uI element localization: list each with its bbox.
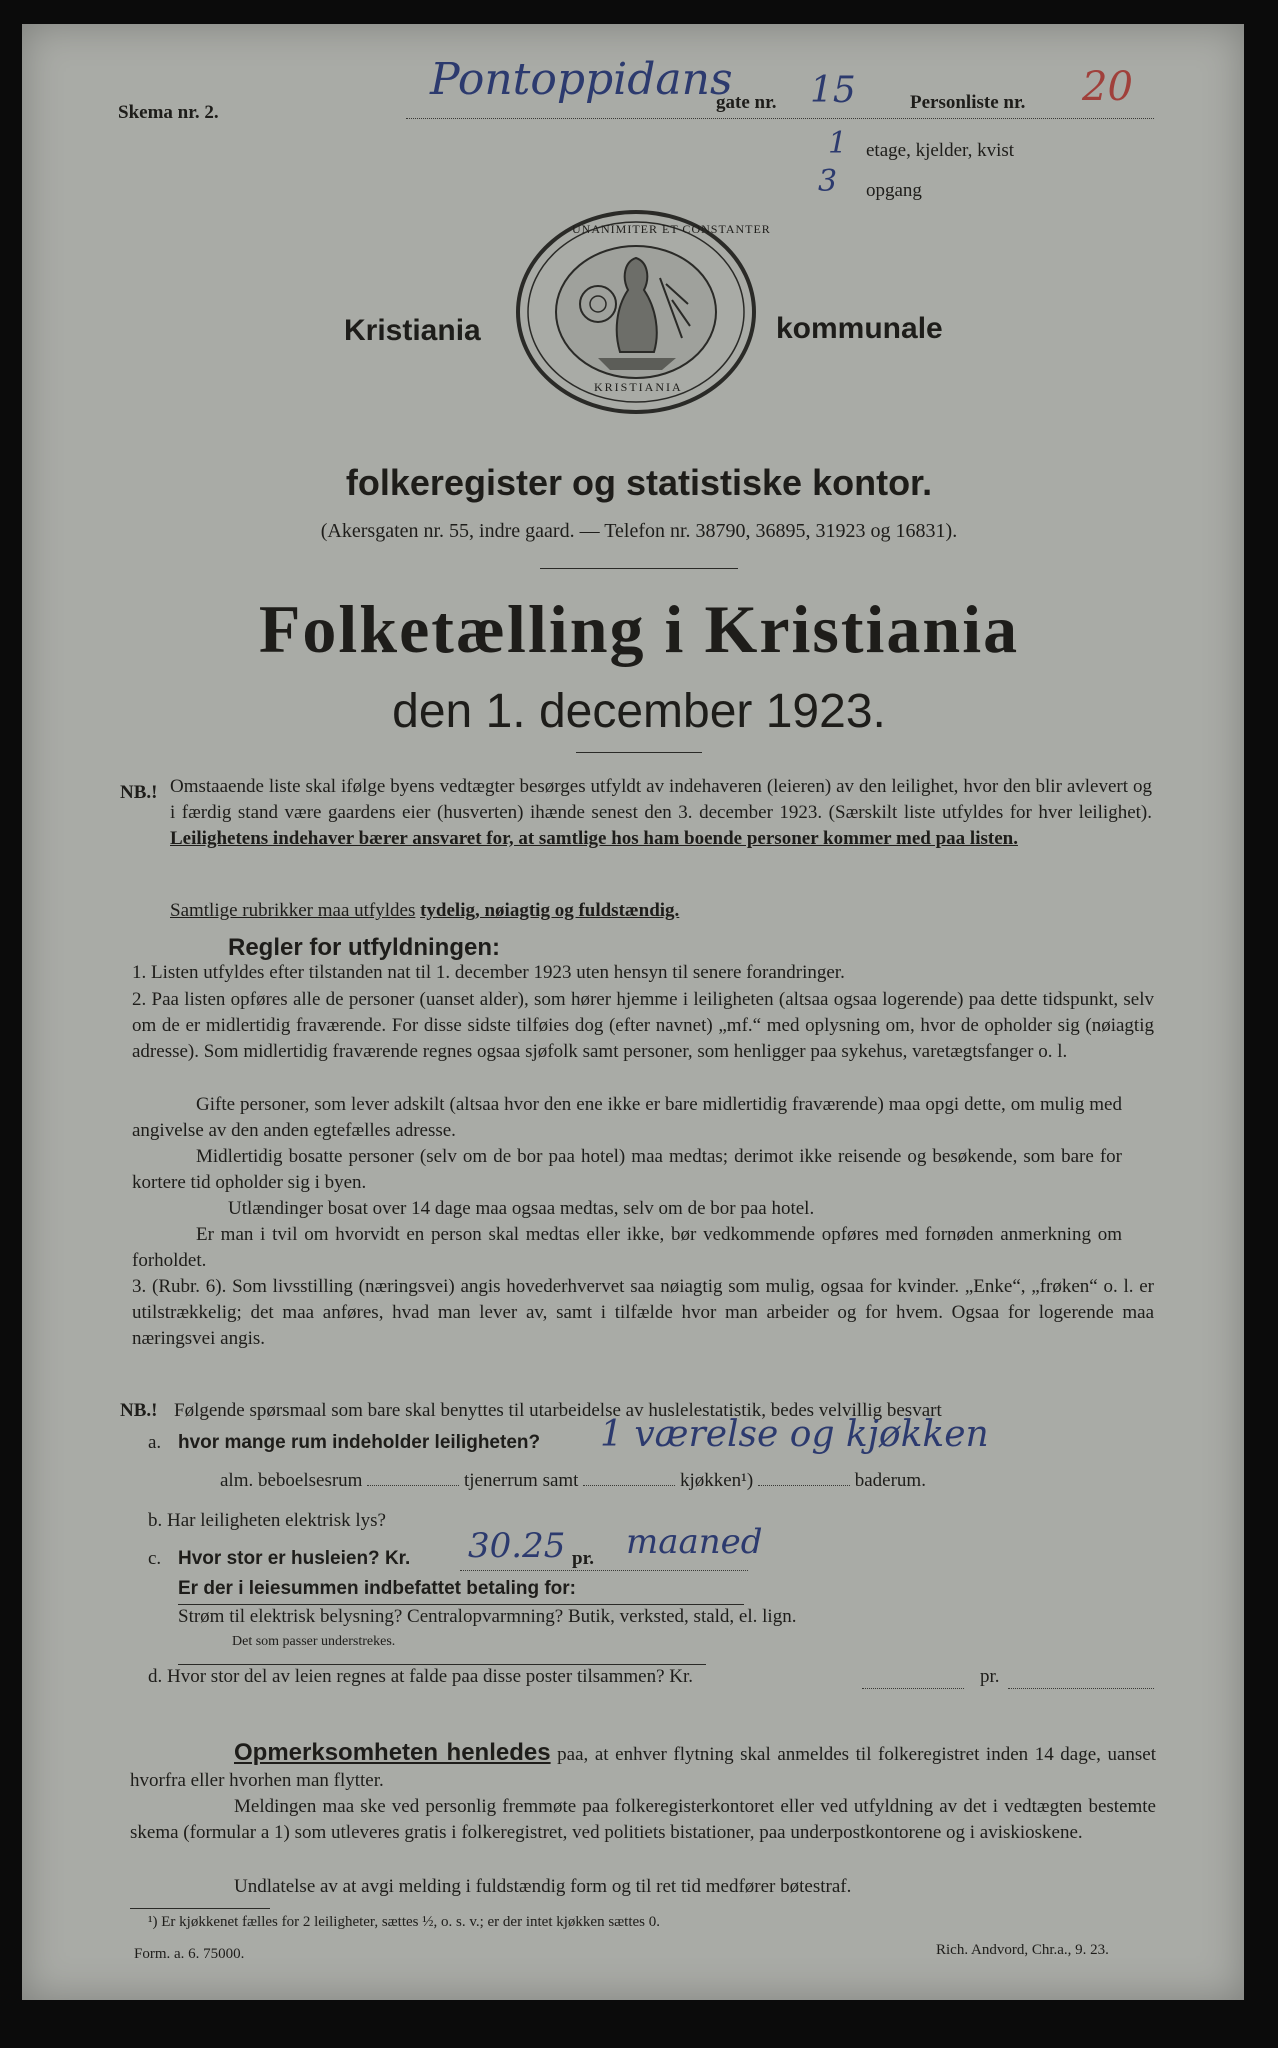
field-kjokken: kjøkken¹) — [679, 1470, 754, 1491]
rule-2b: Gifte personer, som lever adskilt (altsaa hvor den ene ikke er bare midlertidig fraværende) maa opgi dette, om mulig med angivelse av den anden egtefælles adresse. — [132, 1094, 1122, 1141]
divider — [540, 568, 738, 569]
nb-line2-bold: tydelig, nøiagtig og fuldstændig. — [420, 900, 680, 921]
question-d-pr: pr. — [980, 1666, 1000, 1687]
fill-line — [862, 1688, 964, 1689]
office-right: kommunale — [776, 312, 943, 345]
notice-text: paa, at enhver flytning skal anmeldes til folkeregistret inden 14 dage, uanset hvorfra eller hvorhen man flytter. — [130, 1744, 1157, 1791]
personliste-number-handwritten: 20 — [1082, 64, 1133, 110]
form-number: Form. a. 6. 75000. — [134, 1946, 245, 1962]
rent-pr: pr. — [572, 1548, 595, 1569]
census-date: den 1. december 1923. — [392, 685, 886, 738]
seal-top-text: UNANIMITER ET CONSTANTER — [572, 222, 771, 236]
footnote: ¹) Er kjøkkenet fælles for 2 leiligheter, sættes ½, o. s. v.; er der intet kjøkken sættes 0. — [148, 1914, 660, 1930]
question-c-label: c. — [148, 1548, 162, 1569]
street-name-handwritten: Pontoppidans — [430, 54, 733, 105]
office-address: (Akersgaten nr. 55, indre gaard. — Telefon nr. 38790, 36895, 31923 og 16831). — [320, 520, 958, 542]
nb2-label: NB.! — [120, 1400, 158, 1421]
entrance-label: opgang — [866, 180, 922, 201]
notice-p3: Undlatelse av at avgi melding i fuldstændig form og til ret tid medfører bøtestraf. — [234, 1876, 852, 1897]
rules-heading: Regler for utfyldningen: — [228, 934, 500, 961]
fill-line — [758, 1485, 850, 1486]
field-baderum: baderum. — [854, 1470, 926, 1491]
rent-period-handwritten: maaned — [626, 1522, 763, 1562]
rule-2: 2. Paa listen opføres alle de personer (uanset alder), som hører hjemme i leiligheten (altsaa ogsaa logerende) paa dette tidspunkt, selv om de er midlertidig fraværende. For disse sidste tilføies dog (efter navnet) „mf.“ med oplysning om, hvor de opholder sig (nøiagtig adresse). Som midlertidig fraværende regnes ogsaa sjøfolk samt personer, som henligger paa sykehus, varetægtsfanger o. l. — [132, 989, 1154, 1062]
question-a-label: a. — [148, 1432, 162, 1453]
header-fill-line — [406, 118, 1154, 119]
divider — [178, 1664, 706, 1665]
rule-1: 1. Listen utfyldes efter tilstanden nat til 1. december 1923 uten hensyn til senere forandringer. — [132, 962, 845, 983]
rooms-fields-row — [220, 1470, 926, 1492]
question-c3: Strøm til elektrisk belysning? Centralopvarmning? Butik, verksted, stald, el. lign. — [178, 1606, 797, 1627]
question-c4: Det som passer understrekes. — [232, 1634, 396, 1649]
rule-2e: Er man i tvil om hvorvidt en person skal medtas eller ikke, bør vedkommende opføres med fornøden anmerkning om forholdet. — [132, 1224, 1122, 1271]
personliste-label: Personliste nr. — [910, 92, 1026, 113]
notice-p2: Meldingen maa ske ved personlig fremmøte paa folkeregisterkontoret eller ved utfyldning av det i vedtægten bestemte skema (formular a 1) som utleveres gratis i folkeregistret, ved politiets bistationer, paa underpostkontorene og i aviskioskene. — [130, 1796, 1156, 1843]
question-a-answer: 1 værelse og kjøkken — [600, 1414, 989, 1455]
nb-label: NB.! — [120, 782, 158, 803]
office-name: folkeregister og statistiske kontor. — [345, 462, 933, 503]
rule-3: 3. (Rubr. 6). Som livsstilling (næringsvei) angis hovederhvervet saa nøiagtig som mulig, ogsaa for kvinder. „Enke“, „frøken“ o. l. er utilstrækkelig; det maa anføres, hvad man lever av, samt i tilfælde hvor man arbeider og for hvem. Ogsaa for logerende maa næringsvei angis. — [132, 1276, 1154, 1349]
nb-bold-text: Leilighetens indehaver bærer ansvaret for, at samtlige hos ham boende personer kommer med paa listen. — [170, 828, 1018, 849]
printer-imprint: Rich. Andvord, Chr.a., 9. 23. — [936, 1942, 1109, 1958]
fill-line — [583, 1485, 675, 1486]
divider — [576, 752, 702, 753]
nb2-text: Følgende spørsmaal som bare skal benyttes til utarbeidelse av huslelestatistik, bedes velvillig besvart — [174, 1400, 942, 1421]
notice-paragraph — [130, 1740, 1156, 1794]
divider — [178, 1604, 744, 1605]
floor-mark: 1 — [828, 126, 848, 161]
office-left: Kristiania — [344, 314, 481, 347]
notice-lead: Opmerksomheten henledes — [234, 1739, 551, 1766]
entrance-mark: 3 — [818, 164, 838, 199]
gate-number-handwritten: 15 — [810, 70, 856, 111]
seal-bottom-text: KRISTIANIA — [594, 380, 683, 394]
fill-line — [1008, 1688, 1154, 1689]
question-a: hvor mange rum indeholder leiligheten? — [178, 1432, 541, 1453]
nb-line2-plain: Samtlige rubrikker maa utfyldes — [170, 900, 416, 921]
nb-text: Omstaaende liste skal ifølge byens vedtægter besørges utfyldt av indehaveren (leieren) av den leilighet, hvor den blir avlevert og i færdig stand være gaardens eier (husverten) ihænde senest den 3. december 1923. (Særskilt liste utfyldes for hver leilighet). — [170, 776, 1152, 823]
gate-label: gate nr. — [716, 92, 777, 113]
fill-line — [367, 1485, 459, 1486]
question-c2: Er der i leiesummen indbefattet betaling for: — [178, 1578, 577, 1599]
floor-label: etage, kjelder, kvist — [866, 140, 1015, 161]
field-beboelsesrum: alm. beboelsesrum — [220, 1470, 363, 1491]
field-tjenerrum: tjenerrum samt — [463, 1470, 579, 1491]
nb-line2 — [170, 900, 679, 922]
footnote-rule — [130, 1908, 270, 1909]
nb-paragraph — [170, 774, 1152, 852]
skema-number: Skema nr. 2. — [118, 102, 219, 123]
rule-2d: Utlændinger bosat over 14 dage maa ogsaa medtas, selv om de bor paa hotel. — [228, 1198, 815, 1219]
question-b: b. Har leiligheten elektrisk lys? — [148, 1510, 386, 1531]
form-title: Folketælling i Kristiania — [258, 591, 1020, 667]
rent-amount-handwritten: 30.25 — [468, 1526, 566, 1566]
question-c: Hvor stor er husleien? Kr. — [178, 1548, 411, 1569]
question-d: d. Hvor stor del av leien regnes at falde paa disse poster tilsammen? Kr. — [148, 1666, 694, 1687]
rent-fill-line — [460, 1570, 748, 1571]
rule-2c: Midlertidig bosatte personer (selv om de bor paa hotel) maa medtas; derimot ikke reisende og besøkende, som bare for kortere tid opholder sig i byen. — [132, 1146, 1122, 1193]
